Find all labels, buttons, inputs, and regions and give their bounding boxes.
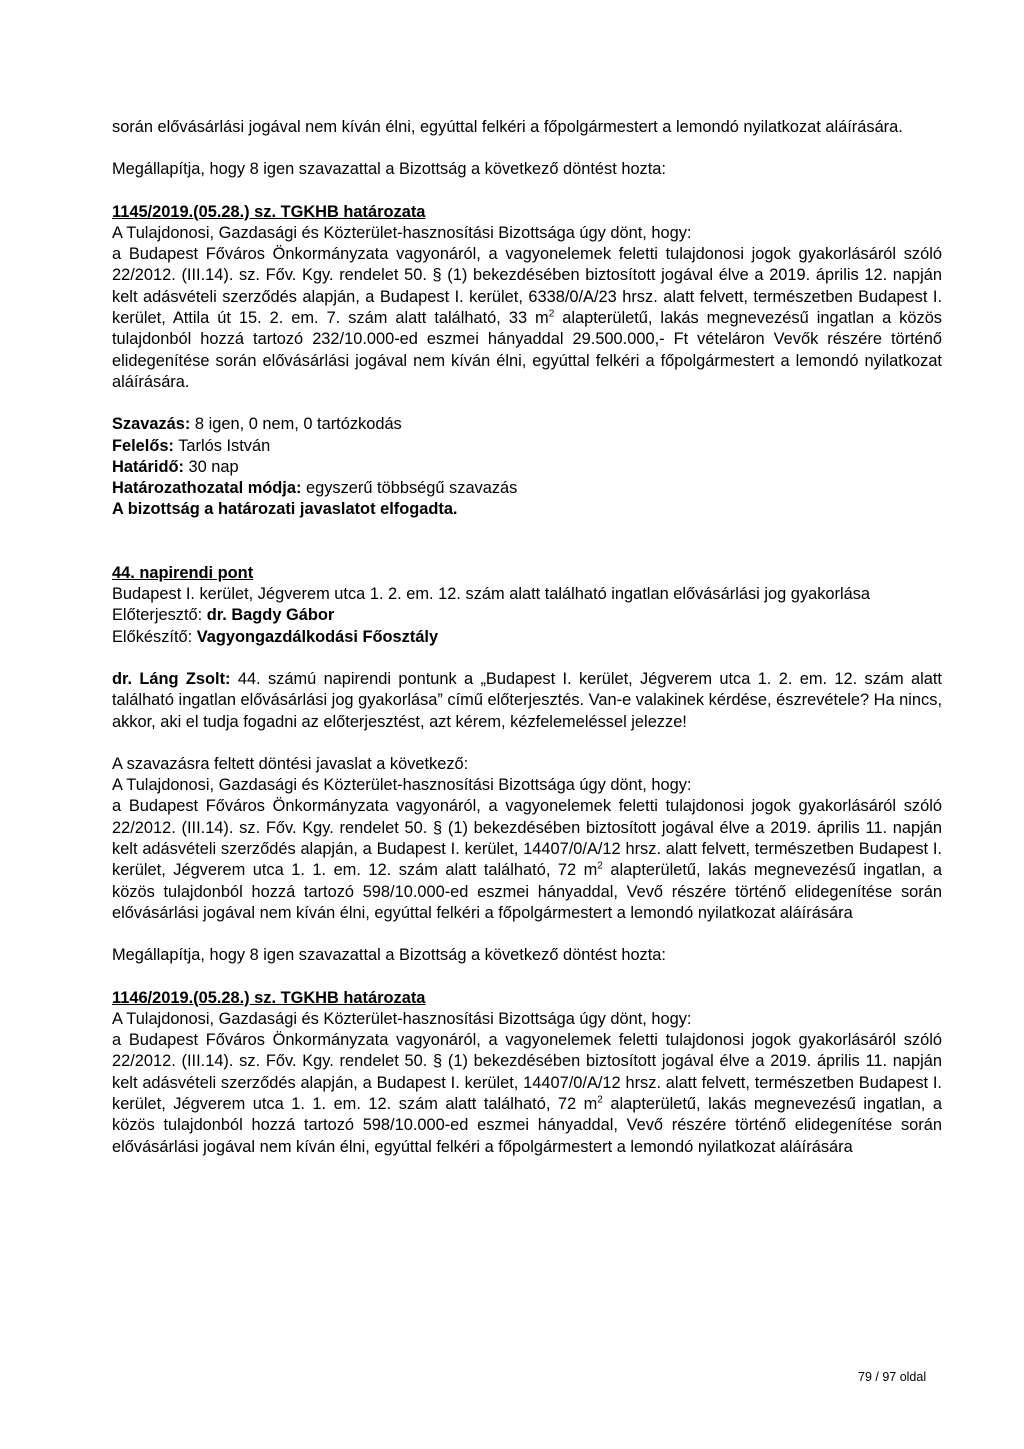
- resolution-number: 1145/2019.(05.28.) sz. TGKHB határozata: [112, 202, 426, 221]
- resolution-text-a: a Budapest Főváros Önkormányzata vagyonáról, a vagyonelemek feletti tulajdonosi jogok gyakorlásáról szóló 22/2012. (III.14). sz. Főv. Kgy. rendelet 50. § (1) bekezdésében biztosított jogával élve a 2019. április 12. napján kelt adásvételi szerződés alapján, a Budapest I. kerület, 6338/0/A/23 hrsz. alatt felvett, természetben Budapest I. kerület, Attila út 15. 2. em. 7. szám alatt található, 33 m: [112, 245, 942, 328]
- resolution-heading-1145: [112, 202, 942, 223]
- resolution-intro: A Tulajdonosi, Gazdasági és Közterület-hasznosítási Bizottsága úgy dönt, hogy:: [112, 1009, 692, 1028]
- decision-mode-line: [112, 478, 942, 499]
- resolution-body: [112, 244, 942, 393]
- proposal-text-b: alapterületű, lakás megnevezésű ingatlan, a közös tulajdonból hozzá tartozó 598/10.000-ed eszmei hányaddal, Vevő részére történő elidegenítése során elővásárlási jogával nem kíván élni, egyúttal felkéri a főpolgármestert a lemondó nyilatkozat aláírására: [112, 861, 942, 922]
- responsible-value: Tarlós István: [173, 436, 271, 455]
- proposal-text-a: a Budapest Főváros Önkormányzata vagyonáról, a vagyonelemek feletti tulajdonosi jogok gyakorlásáról szóló 22/2012. (III.14). sz. Főv. Kgy. rendelet 50. § (1) bekezdésében biztosított jogával élve a 2019. április 11. napján kelt adásvételi szerződés alapján, a Budapest I. kerület, 14407/0/A/12 hrsz. alatt felvett, természetben Budapest I. kerület, Jégverem utca 1. 1. em. 12. szám alatt található, 72 m: [112, 797, 942, 880]
- decision-mode-label: Határozathozatal módja:: [112, 479, 302, 498]
- superscript: 2: [597, 860, 603, 872]
- speaker-name: dr. Láng Zsolt:: [112, 669, 231, 688]
- deadline-label: Határidő:: [112, 457, 184, 476]
- resolution-body: [112, 1030, 942, 1158]
- superscript: 2: [548, 308, 555, 320]
- presenter-line: [112, 605, 942, 626]
- preparer-value: Vagyongazdálkodási Főosztály: [196, 627, 439, 646]
- resolution-text-b: alapterületű, lakás megnevezésű ingatlan a közös tulajdonból hozzá tartozó 232/10.000-ed eszmei hányaddal 29.500.000,- Ft vételáron Vevők részére történő elidegenítése során elővásárlási jogával nem kíván élni, egyúttal felkéri a főpolgármestert a lemondó nyilatkozat aláírására.: [112, 309, 942, 391]
- proposal-lead: A szavazásra feltett döntési javaslat a következő:: [112, 754, 469, 773]
- preparer-label: Előkészítő:: [112, 627, 197, 646]
- speaker-paragraph: [112, 669, 942, 733]
- continued-paragraph: során elővásárlási jogával nem kíván élni, egyúttal felkéri a főpolgármestert a lemondó nyilatkozat aláírására.: [112, 118, 903, 136]
- deadline-line: [112, 457, 942, 478]
- page-content: [112, 117, 942, 1158]
- presenter-value: dr. Bagdy Gábor: [206, 606, 335, 625]
- presenter-label: Előterjesztő:: [112, 606, 207, 625]
- accepted-statement: A bizottság a határozati javaslatot elfogadta.: [112, 500, 458, 519]
- speaker-text: 44. számú napirendi pontunk a „Budapest I. kerület, Jégverem utca 1. 2. em. 12. szám alatt található ingatlan elővásárlási jog gyakorlása” című előterjesztés. Van-e valakinek kérdése, észrevétele? Ha nincs, akkor, aki el tudja fogadni az előterjesztést, azt kérem, kézfelemeléssel jelezze!: [112, 669, 942, 731]
- deadline-value: 30 nap: [183, 457, 239, 476]
- vote-line: [112, 414, 942, 435]
- resolution-text-a: a Budapest Főváros Önkormányzata vagyonáról, a vagyonelemek feletti tulajdonosi jogok gyakorlásáról szóló 22/2012. (III.14). sz. Főv. Kgy. rendelet 50. § (1) bekezdésében biztosított jogával élve a 2019. április 11. napján kelt adásvételi szerződés alapján, a Budapest I. kerület, 14407/0/A/12 hrsz. alatt felvett, természetben Budapest I. kerület, Jégverem utca 1. 1. em. 12. szám alatt található, 72 m: [112, 1031, 942, 1113]
- resolution-text-b: alapterületű, lakás megnevezésű ingatlan, a közös tulajdonból hozzá tartozó 598/10.000-ed eszmei hányaddal, Vevő részére történő elidegenítése során elővásárlási jogával nem kíván élni, egyúttal felkéri a főpolgármestert a lemondó nyilatkozat aláírására: [112, 1094, 942, 1156]
- resolution-heading-1146: [112, 988, 942, 1009]
- decision-mode-value: egyszerű többségű szavazás: [301, 479, 518, 498]
- resolution-intro: A Tulajdonosi, Gazdasági és Közterület-hasznosítási Bizottsága úgy dönt, hogy:: [112, 223, 692, 242]
- preparer-line: [112, 627, 942, 648]
- responsible-line: [112, 436, 942, 457]
- responsible-label: Felelős:: [112, 436, 174, 455]
- proposal-body: [112, 796, 942, 924]
- vote-label: Szavazás:: [112, 415, 191, 434]
- page-number: 79 / 97 oldal: [858, 1370, 927, 1384]
- vote-finding: Megállapítja, hogy 8 igen szavazattal a Bizottság a következő döntést hozta:: [112, 160, 666, 179]
- vote-value: 8 igen, 0 nem, 0 tartózkodás: [190, 415, 402, 434]
- resolution-number: 1146/2019.(05.28.) sz. TGKHB határozata: [112, 988, 426, 1007]
- proposal-intro: A Tulajdonosi, Gazdasági és Közterület-hasznosítási Bizottsága úgy dönt, hogy:: [112, 776, 692, 795]
- superscript: 2: [597, 1094, 603, 1106]
- agenda-title: Budapest I. kerület, Jégverem utca 1. 2. em. 12. szám alatt található ingatlan elővásárlási jog gyakorlása: [112, 585, 871, 604]
- vote-finding-2: Megállapítja, hogy 8 igen szavazattal a Bizottság a következő döntést hozta:: [112, 946, 666, 965]
- agenda-heading: 44. napirendi pont: [112, 563, 254, 582]
